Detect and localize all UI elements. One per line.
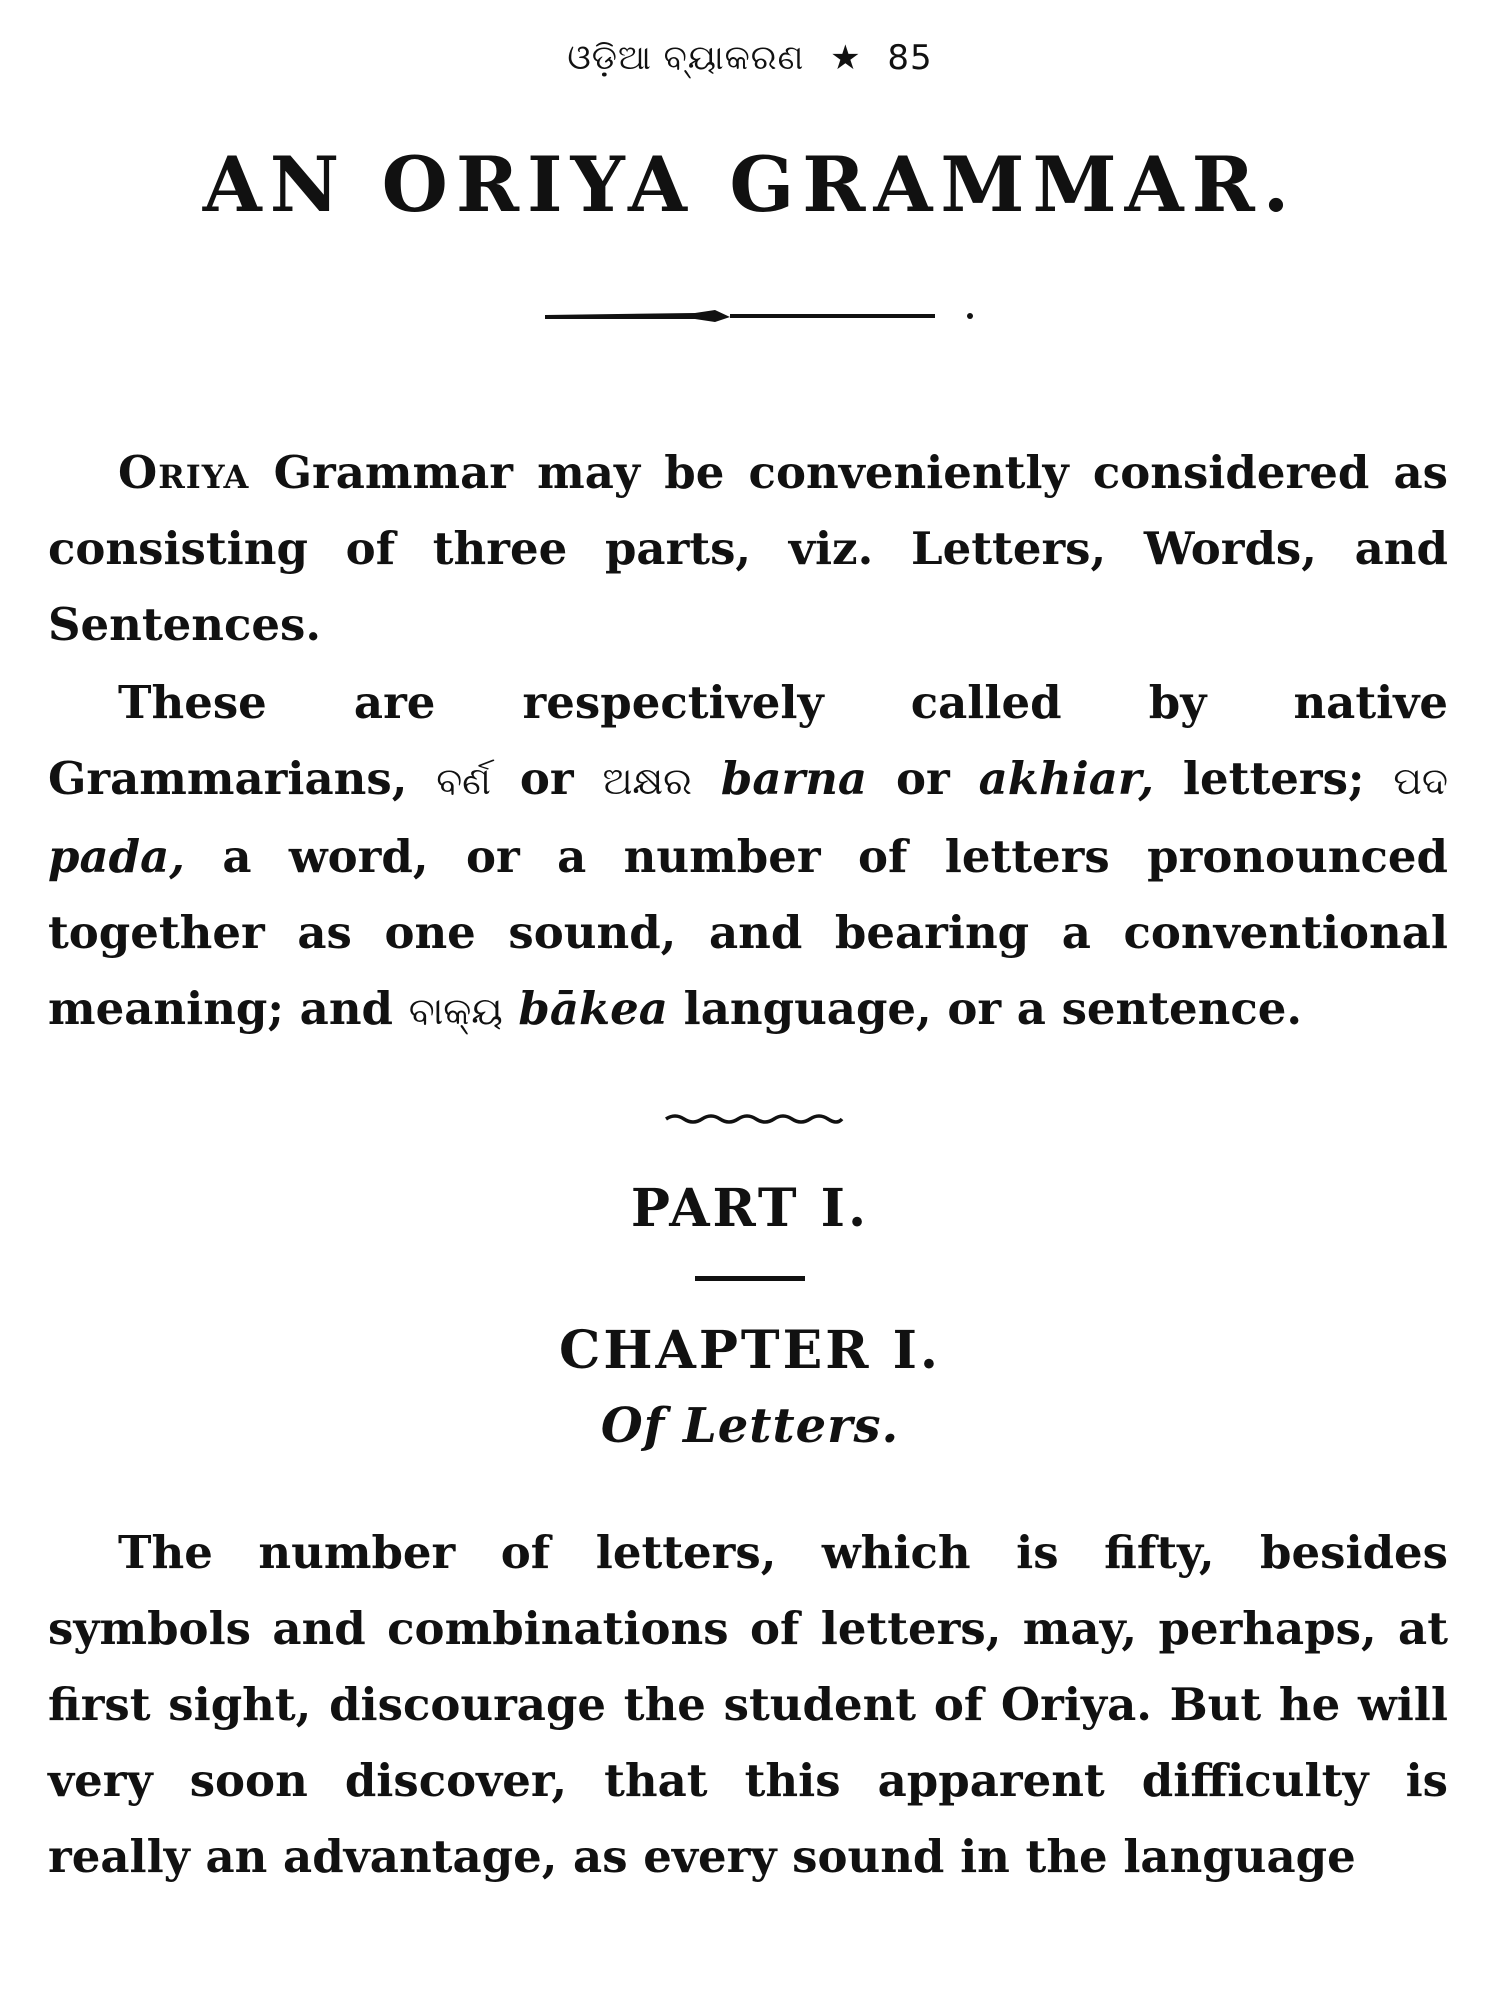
p2-text-3 (692, 752, 721, 805)
term-akhiar: akhiar, (978, 752, 1155, 805)
intro-paragraph-1 (48, 435, 1448, 663)
section-divider (695, 1276, 805, 1281)
chapter-subtitle: Of Letters. (600, 1398, 900, 1454)
oriya-word-bakea: ବାକ୍ୟ (408, 989, 503, 1033)
chapter-paragraph-1: The number of letters, which is fifty, besides symbols and combinations of letters, may, perhaps, at first sight, discourage the student of Oriya. But he will very soon discover, that this apparent difficulty is really an advantage, as every sound in the language (48, 1526, 1448, 1883)
term-pada: pada, (48, 830, 185, 883)
oriya-word-barna: ବର୍ଣ (436, 759, 491, 803)
p2-text-4: or (867, 752, 979, 805)
p2-text-9: language, or a sentence. (667, 982, 1303, 1035)
oriya-word-akhiar: ଅକ୍ଷର (602, 759, 692, 803)
p2-text-2: or (490, 752, 603, 805)
intro-paragraph-2 (48, 665, 1448, 1049)
intro-paragraph-1-text: Grammar may be conveniently considered as consisting of three parts, viz. Letters, Words, and Sentences. (48, 446, 1448, 651)
oriya-word-pada: ପଦ (1393, 759, 1448, 803)
wavy-rule (664, 1112, 844, 1126)
star-icon: ★ (830, 38, 862, 78)
p2-text-5: letters; (1154, 752, 1394, 805)
term-barna: barna (720, 752, 868, 805)
p2-text-7: a word, or a number of letters pronounced together as one sound, and bearing a conventional meaning; and (48, 830, 1448, 1035)
part-title: PART I. (630, 1178, 870, 1239)
running-head-title: ଓଡ଼ିଆ ବ୍ୟାକରଣ (567, 38, 805, 78)
p2-text-1: These are respectively called by native Grammarians, (48, 676, 1448, 805)
book-title: AN ORIYA GRAMMAR. (202, 140, 1298, 229)
ornament-rule (545, 302, 985, 332)
running-head (0, 38, 1500, 78)
lead-word: Oriya (118, 446, 250, 499)
p2-text-8 (503, 982, 519, 1035)
page-number: 85 (887, 38, 933, 78)
term-bakea: bākea (518, 982, 668, 1035)
chapter-title: CHAPTER I. (558, 1320, 942, 1381)
